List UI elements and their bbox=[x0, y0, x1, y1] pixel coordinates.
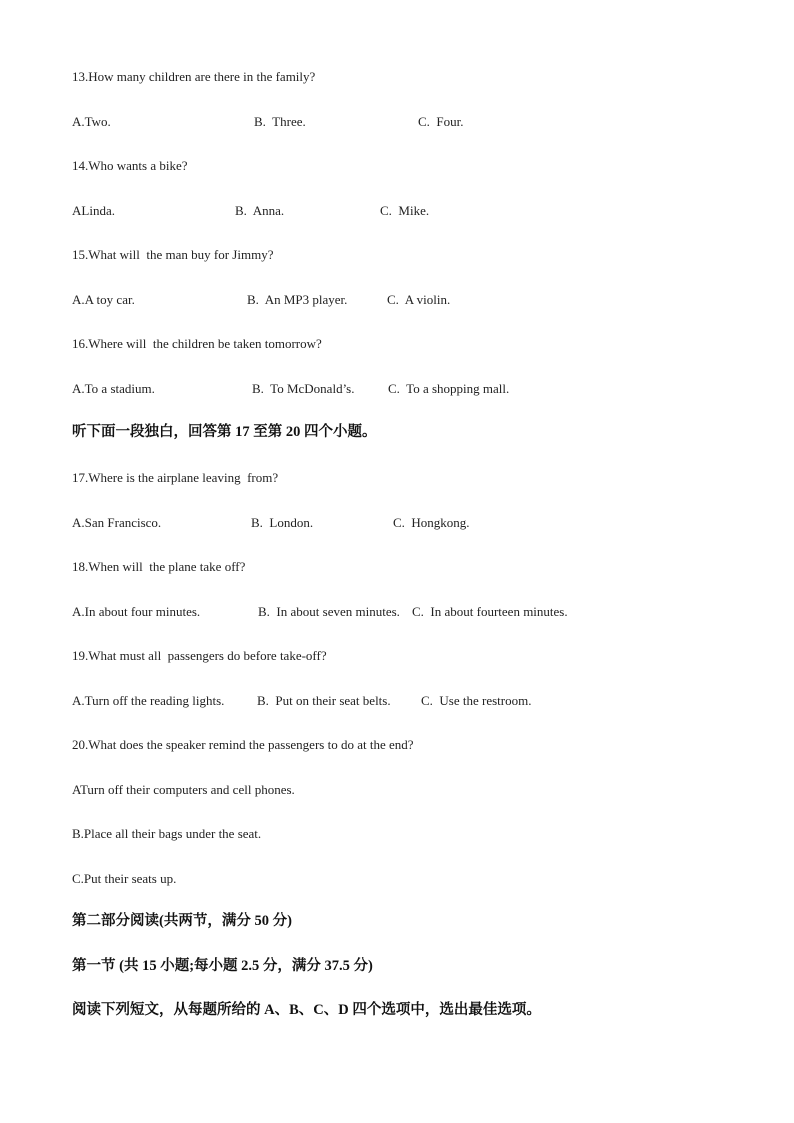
option-b: B. To McDonald’s. bbox=[252, 381, 355, 396]
question-18: 18.When will the plane take off? bbox=[72, 559, 246, 574]
option-a: A.Two. bbox=[72, 114, 111, 129]
option-c: C. Use the restroom. bbox=[421, 693, 532, 708]
option-b: B. In about seven minutes. bbox=[258, 604, 400, 619]
option-c: C. Four. bbox=[418, 114, 464, 129]
question-17: 17.Where is the airplane leaving from? bbox=[72, 470, 279, 485]
option-a: A.To a stadium. bbox=[72, 381, 155, 396]
option-a: ATurn off their computers and cell phones. bbox=[72, 782, 295, 797]
question-13: 13.How many children are there in the family? bbox=[72, 69, 316, 84]
option-c: C.Put their seats up. bbox=[72, 871, 177, 886]
option-a: A.San Francisco. bbox=[72, 515, 162, 530]
option-b: B. London. bbox=[251, 515, 314, 530]
part-2-title: 第二部分阅读(共两节，满分 50 分) bbox=[72, 913, 292, 929]
option-a: A.In about four minutes. bbox=[72, 604, 201, 619]
option-b: B. Anna. bbox=[235, 203, 285, 218]
option-c: C. Hongkong. bbox=[393, 515, 470, 530]
option-b: B. Three. bbox=[254, 114, 306, 129]
reading-instruction: 阅读下列短文，从每题所给的 A、B、C、D 四个选项中，选出最佳选项。 bbox=[72, 1002, 541, 1018]
question-14: 14.Who wants a bike? bbox=[72, 158, 188, 173]
option-c: C. In about fourteen minutes. bbox=[412, 604, 568, 619]
question-20: 20.What does the speaker remind the passengers to do at the end? bbox=[72, 737, 414, 752]
option-b: B. An MP3 player. bbox=[247, 292, 348, 307]
question-19: 19.What must all passengers do before take-off? bbox=[72, 648, 327, 663]
question-16: 16.Where will the children be taken tomorrow? bbox=[72, 336, 322, 351]
option-b: B.Place all their bags under the seat. bbox=[72, 826, 262, 841]
option-c: C. Mike. bbox=[380, 203, 430, 218]
option-c: C. To a shopping mall. bbox=[388, 381, 510, 396]
question-15: 15.What will the man buy for Jimmy? bbox=[72, 247, 274, 262]
option-a: ALinda. bbox=[72, 203, 115, 218]
option-b: B. Put on their seat belts. bbox=[257, 693, 391, 708]
section-1-title: 第一节 (共 15 小题;每小题 2.5 分，满分 37.5 分) bbox=[72, 958, 373, 974]
option-a: A.A toy car. bbox=[72, 292, 135, 307]
option-c: C. A violin. bbox=[387, 292, 451, 307]
option-a: A.Turn off the reading lights. bbox=[72, 693, 225, 708]
listening-section-heading: 听下面一段独白，回答第 17 至第 20 四个小题。 bbox=[72, 424, 377, 440]
